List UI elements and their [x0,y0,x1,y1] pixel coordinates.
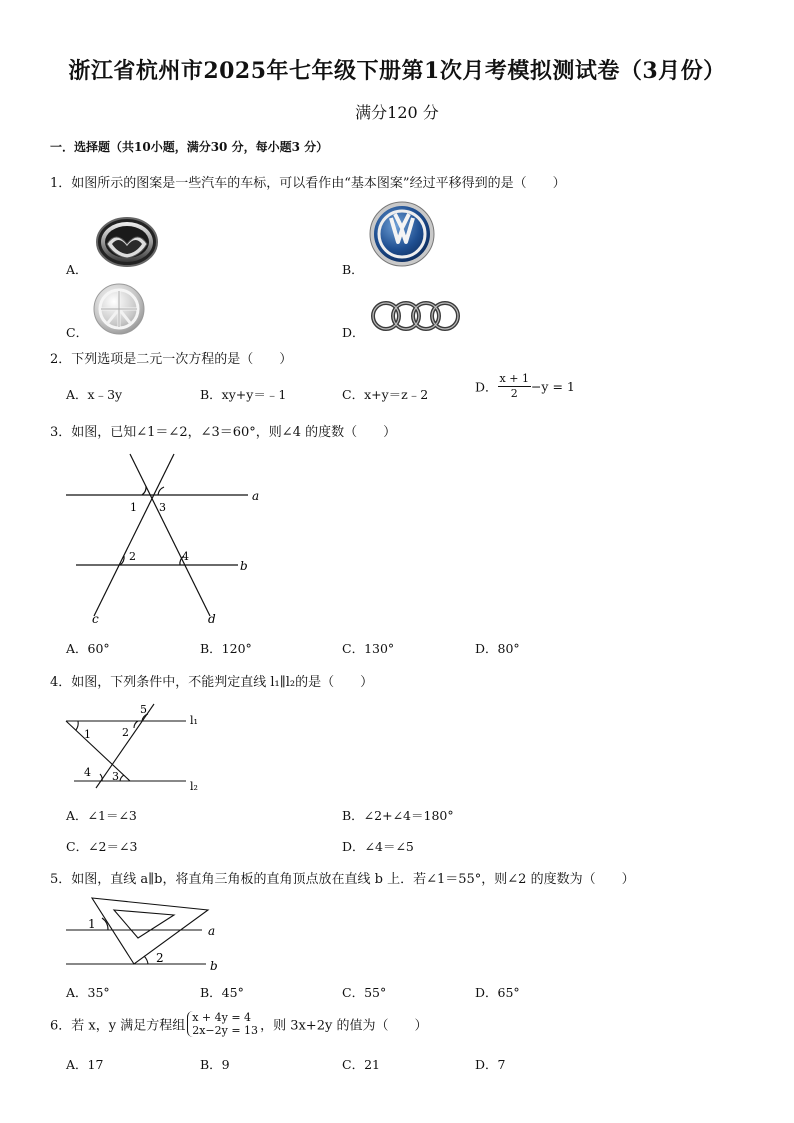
q2-option-a[interactable]: A．x﹣3y [66,387,123,402]
q2-option-c[interactable]: C．x+y＝z﹣2 [342,387,429,402]
angle-2-label: 2 [122,726,129,739]
q5-stem: 5．如图，直线 a∥b，将直角三角板的直角顶点放在直线 b 上．若∠1＝55°，则∠2 的度数为（ ） [50,872,635,887]
label-b: b [210,959,218,973]
label-a: a [252,489,260,503]
mazda-logo-icon [94,214,160,270]
q5-option-a[interactable]: A．35° [66,985,110,1000]
q4-figure [62,698,212,796]
angle-1-label: 1 [88,917,96,931]
q5-option-b[interactable]: B．45° [200,985,244,1000]
q6-stem [50,1011,427,1037]
q3-figure [62,448,267,628]
label-b: b [240,559,248,573]
q2-option-d-suffix: −y = 1 [530,379,575,394]
q6-option-d[interactable]: D．7 [475,1057,506,1072]
q3-option-c[interactable]: C．130° [342,641,395,656]
q4-option-d[interactable]: D．∠4＝∠5 [342,839,414,854]
audi-rings-logo-icon [370,298,460,334]
line-c [94,454,174,616]
q6-stem-suffix: ，则 3x+2y 的值为（ ） [260,1018,428,1034]
q1-option-b[interactable]: B． [342,262,364,277]
fraction [498,372,531,401]
q1-option-c[interactable]: C． [66,325,89,340]
q2-option-b[interactable]: B．xy+y＝﹣1 [200,387,287,402]
set-square-inner [114,910,174,938]
angle-4-label: 4 [84,766,91,779]
angle-2-label: 2 [156,951,164,965]
equation-1: x + 4y = 4 [192,1011,252,1024]
fraction-numerator: x + 1 [499,372,529,385]
transversal-left [66,721,130,781]
label-d: d [208,612,216,626]
q5-figure [62,890,232,976]
set-square-outer [92,898,208,964]
q3-stem: 3．如图，已知∠1＝∠2，∠3＝60°，则∠4 的度数（ ） [50,425,397,440]
q4-option-c[interactable]: C．∠2＝∠3 [66,839,138,854]
angle-2-label: 2 [129,550,136,563]
star-wheel-logo-icon [92,282,146,336]
q5-option-c[interactable]: C．55° [342,985,387,1000]
q6-option-b[interactable]: B．9 [200,1057,230,1072]
line-d [130,454,210,616]
q3-option-b[interactable]: B．120° [200,641,252,656]
angle-4-label: 4 [182,550,189,563]
q1-stem: 1．如图所示的图案是一些汽车的车标，可以看作由“基本图案”经过平移得到的是（ ） [50,176,566,191]
q3-option-d[interactable]: D．80° [475,641,520,656]
q6-option-a[interactable]: A．17 [66,1057,104,1072]
q3-option-a[interactable]: A．60° [66,641,110,656]
q6-option-c[interactable]: C．21 [342,1057,380,1072]
page-subtitle: 满分120 分 [355,103,439,122]
volkswagen-logo-icon [368,200,436,268]
section-heading: 一．选择题（共10小题，满分30 分，每小题3 分） [50,140,329,154]
angle-5-label: 5 [140,703,147,716]
q2-option-d-prefix: D． [475,379,498,395]
angle-1-label: 1 [130,501,137,514]
q2-stem: 2．下列选项是二元一次方程的是（ ） [50,352,293,367]
q1-option-d[interactable]: D． [342,325,365,340]
equation-system [187,1011,258,1037]
q4-stem: 4．如图，下列条件中，不能判定直线 l₁∥l₂的是（ ） [50,675,374,690]
label-l1: l₁ [190,714,198,727]
page-title: 浙江省杭州市2025年七年级下册第1次月考模拟测试卷（3月份） [68,58,726,84]
label-l2: l₂ [190,780,198,793]
fraction-denominator: 2 [510,387,518,400]
q4-option-a[interactable]: A．∠1＝∠3 [66,808,137,823]
q1-option-a[interactable]: A． [66,262,88,277]
angle-3-label: 3 [159,501,166,514]
q4-option-b[interactable]: B．∠2+∠4＝180° [342,808,454,823]
q2-option-d[interactable] [475,372,575,401]
transversal-right [96,704,154,788]
q6-stem-prefix: 6．若 x，y 满足方程组 [50,1018,186,1034]
angle-3-label: 3 [112,770,119,783]
angle-1-label: 1 [84,728,91,741]
label-c: c [92,612,99,626]
q5-option-d[interactable]: D．65° [475,985,520,1000]
label-a: a [208,924,216,938]
equation-2: 2x−2y = 13 [192,1024,259,1037]
